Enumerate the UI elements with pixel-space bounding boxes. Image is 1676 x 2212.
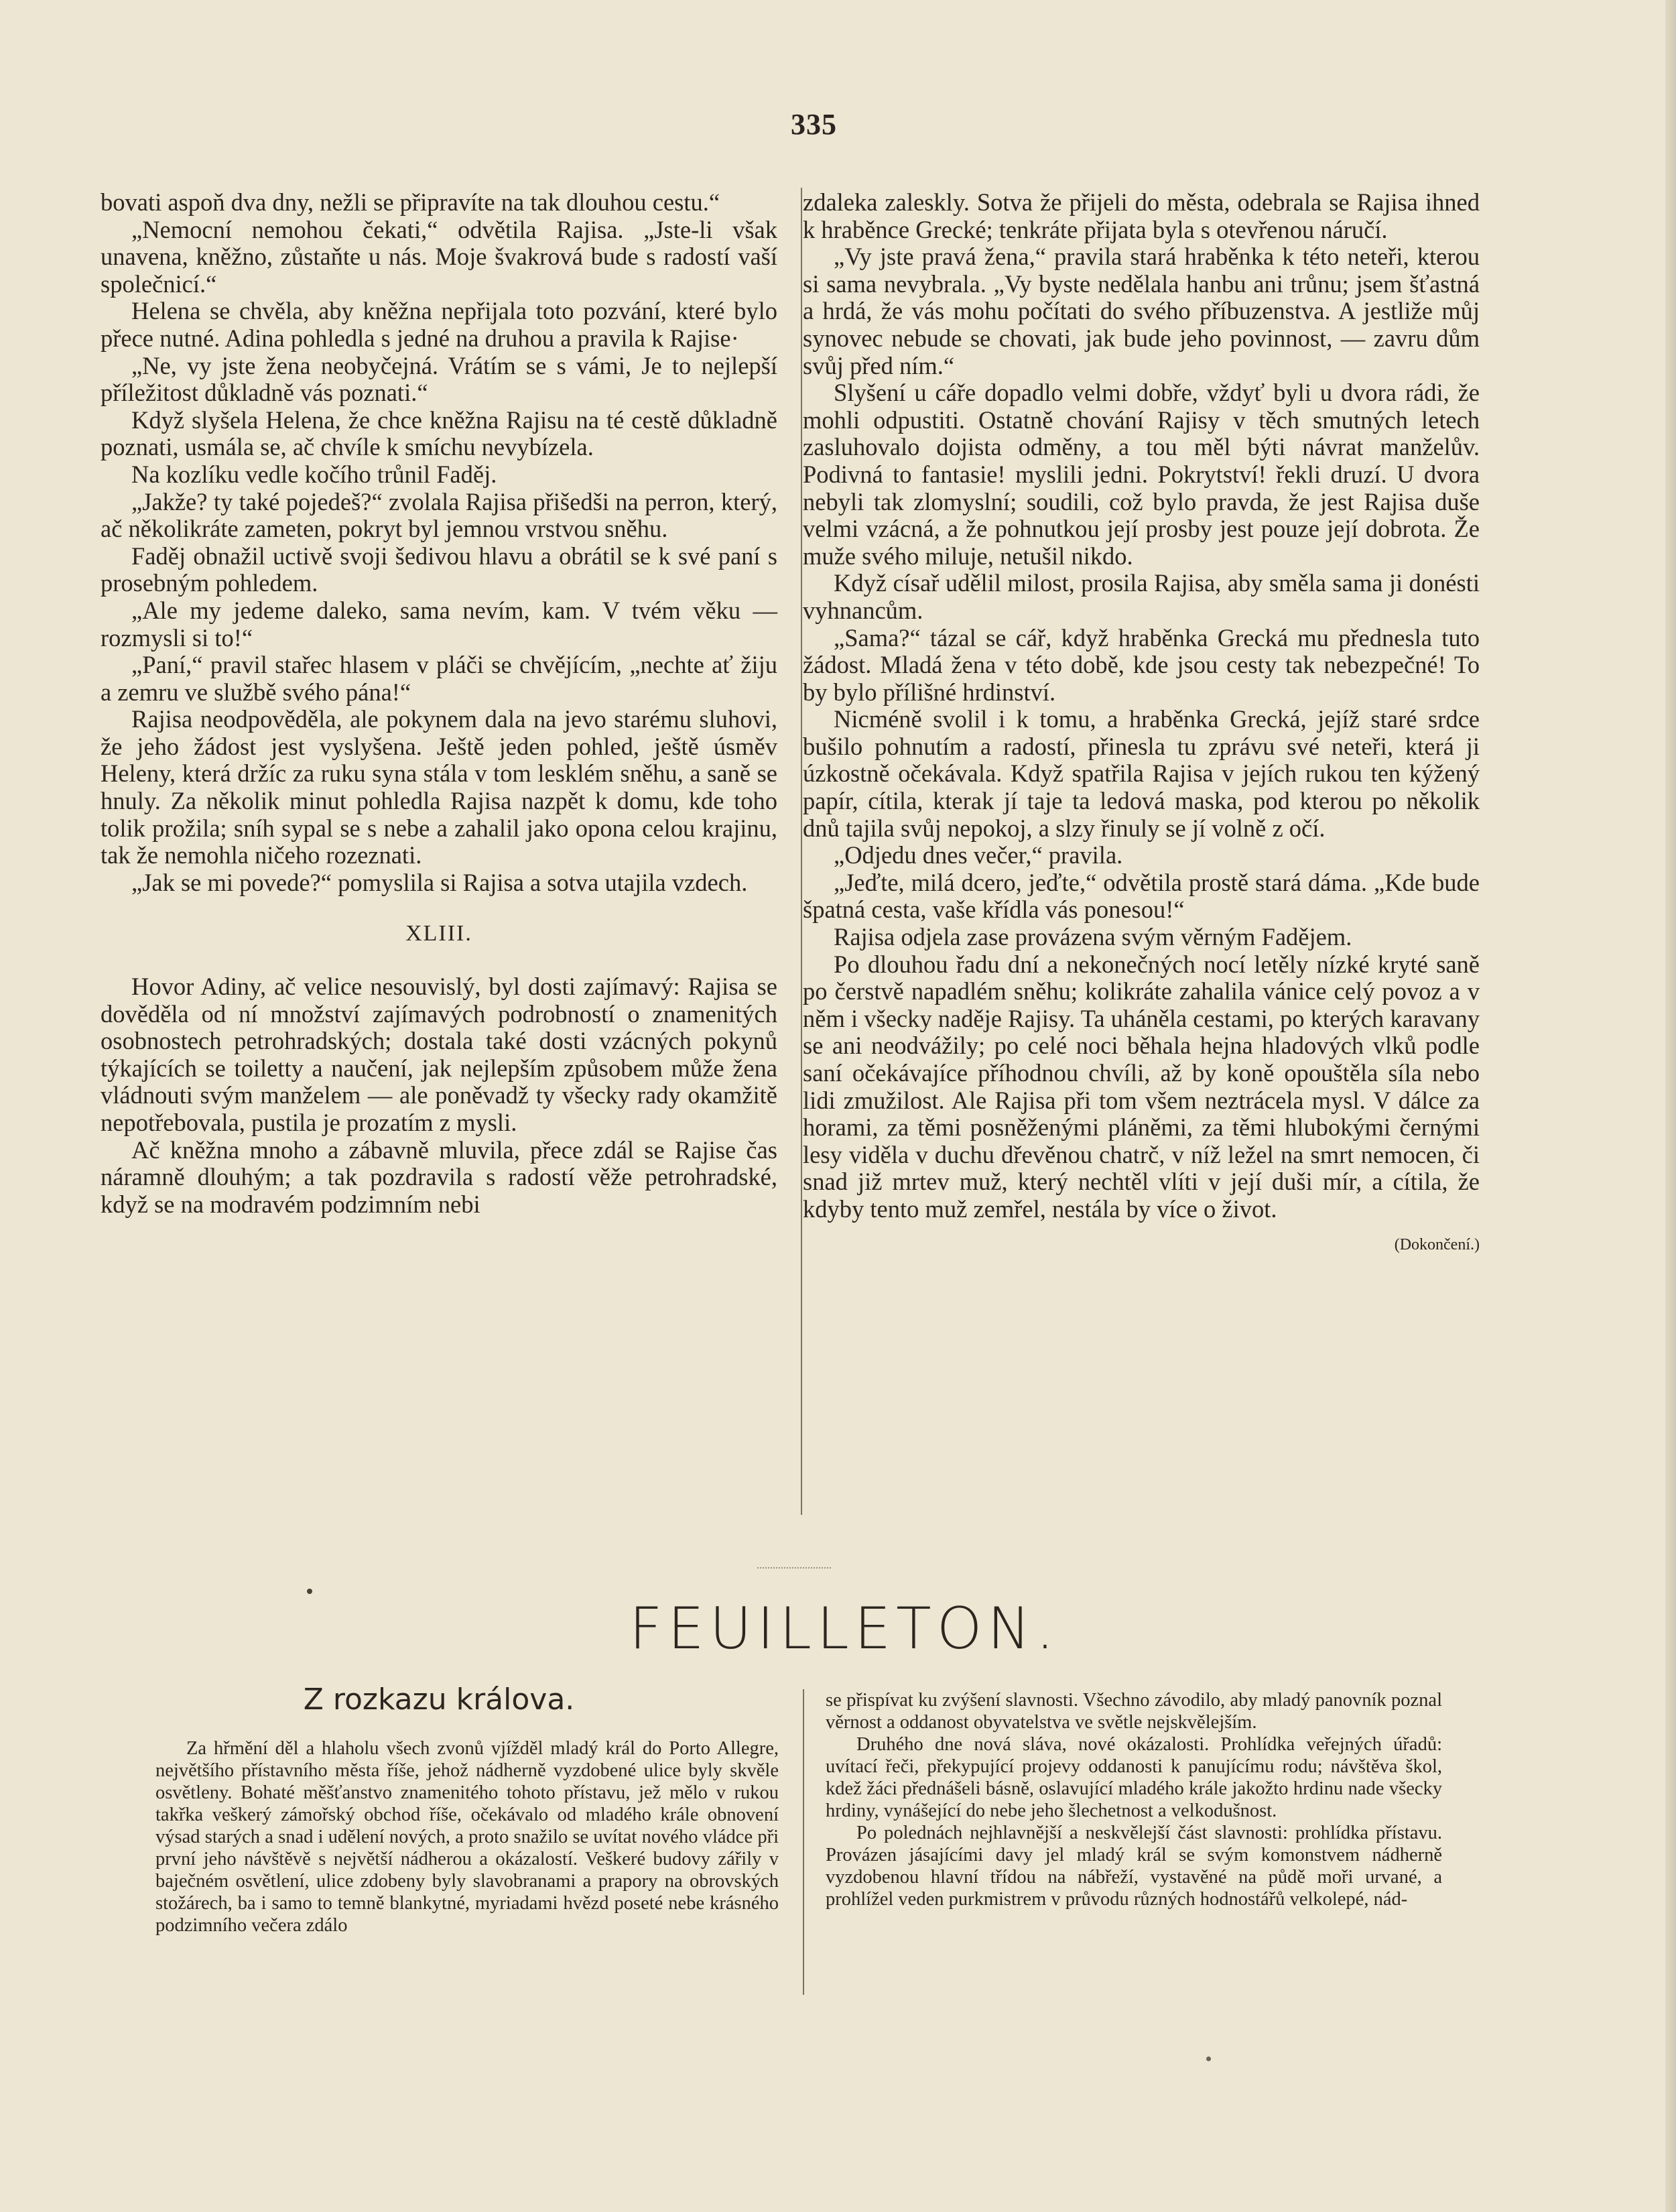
print-speck: [307, 1589, 312, 1594]
right-column: [803, 189, 1480, 1258]
column-divider: [801, 188, 802, 1515]
feuilleton-left-column: [155, 1737, 779, 1937]
paragraph: Když slyšela Helena, že chce kněžna Rajisu na té cestě důkladně poznati, usmála se, ač chvíle k smíchu nevybízela.: [101, 406, 777, 461]
paragraph: „Ale my jedeme daleko, sama nevím, kam. V tvém věku — rozmysli si to!“: [101, 596, 777, 652]
paragraph: Když císař udělil milost, prosila Rajisa, aby směla sama ji donésti vyhnancům.: [803, 569, 1480, 624]
continuation-note: (Dokončení.): [1394, 1235, 1480, 1253]
paragraph: „Jak se mi povede?“ pomyslila si Rajisa a sotva utajila vzdech.: [131, 868, 748, 896]
paragraph: „Nemocní nemohou čekati,“ odvětila Rajisa. „Jste-li však unavena, kněžno, zůstaňte u nás. Moje švakrová bude s radostí vaší společnicí.“: [101, 215, 777, 298]
feuilleton-column-divider: [803, 1689, 804, 1995]
paragraph: Rajisa neodpověděla, ale pokynem dala na jevo starému sluhovi, že jeho žádost jest vyslyšena. Ještě jeden pohled, ještě úsměv Heleny, která držíc za ruku syna stála v tom lesklém sněhu, a saně se hnuly. Za několik minut pohledla Rajisa nazpět k domu, kde toho tolik prožila; sníh sypal se s nebe a zahalil jako opona celou krajinu, tak že nemohla ničeho rozeznati.: [101, 705, 777, 869]
paragraph: Ač kněžna mnoho a zábavně mluvila, přece zdál se Rajise čas náramně dlouhým; a tak pozdravila s radostí věže petrohradské, když se na modravém podzimním nebi: [101, 1135, 777, 1218]
page-number: 335: [791, 108, 837, 141]
print-speck: [1206, 2056, 1211, 2061]
feuilleton-heading: FEUILLETON.: [629, 1595, 1060, 1662]
paragraph: Na kozlíku vedle kočího trůnil Faděj.: [131, 460, 497, 488]
paragraph: „Paní,“ pravil stařec hlasem v pláči se chvějícím, „nechte ať žiju a zemru ve službě svého pána!“: [101, 651, 777, 706]
paragraph: „Sama?“ tázal se cář, když hraběnka Grecká mu přednesla tuto žádost. Mladá žena v této době, kde jsou cesty tak nebezpečné! To by bylo přílišné hrdinství.: [803, 623, 1480, 706]
feuilleton-right-column: [826, 1689, 1442, 1910]
paragraph: „Jeďte, milá dcero, jeďte,“ odvětila prostě stará dáma. „Kde bude špatná cesta, vaše křídla vás ponesou!“: [803, 868, 1480, 924]
paragraph: bovati aspoň dva dny, nežli se připravíte na tak dlouhou cestu.“: [101, 188, 720, 216]
paragraph: Nicméně svolil i k tomu, a hraběnka Grecká, jejíž staré srdce bušilo pohnutím a radostí, přinesla tu zprávu své neteři, která ji úzkostně očekávala. Když spatřila Rajisa v jejích rukou ten kýžený papír, cítila, kterak jí taje ta ledová maska, pod kterou po několik dnů tajila svůj nepokoj, a slzy řinuly se jí volně z očí.: [803, 705, 1480, 842]
paragraph: Za hřmění děl a hlaholu všech zvonů vjížděl mladý král do Porto Allegre, největšího přístavního města říše, jehož nádherně vyzdobené ulice byly skvěle osvětleny. Bohaté měšťanstvo znamenitého tohoto přístavu, jež mělo v rukou takřka veškerý zámořský obchod říše, očekávalo od mladého krále obnovení výsad starých a snad i udělení nových, a proto snažilo se uvítat nového vládce při první jeho návštěvě s největší nádherou a okázalostí. Veškeré budovy zářily v baječném osvětlení, ulice zdobeny byly slavobranami a prapory na obrovských stožárech, ba i samo to temně blankytné, myriadami hvězd poseté nebe krásného podzimního večera zdálo: [155, 1738, 779, 1936]
paragraph: „Odjedu dnes večer,“ pravila.: [834, 841, 1123, 869]
paragraph: Po polednách nejhlavnější a neskvělejší část slavnosti: prohlídka přístavu. Provázen jásajícími davy jel mladý král se svým komonstvem nádherně vyzdobenou hlavní třídou na nábřeží, vystavěné na půdě moři urvané, a prohlížel veden purkmistrem v průvodu různých hodnostářů velkolepé, nád-: [826, 1823, 1442, 1910]
section-ornament: [757, 1567, 831, 1571]
paragraph: „Vy jste pravá žena,“ pravila stará hraběnka k této neteři, kterou si sama nevybrala. „Vy byste nedělala hanbu ani trůnu; jsem šťastná a hrdá, že vás mohu počítati do svého příbuzenstva. A jestliže můj synovec nebude se chovati, jak bude jeho povinnost, — zavru dům svůj před ním.“: [803, 243, 1480, 379]
paragraph: Helena se chvěla, aby kněžna nepřijala toto pozvání, které bylo přece nutné. Adina pohledla s jedné na druhou a pravila k Rajise·: [101, 297, 777, 352]
paragraph: Faděj obnažil uctivě svoji šedivou hlavu a obrátil se k své paní s prosebným pohledem.: [101, 542, 777, 597]
paragraph: zdaleka zaleskly. Sotva že přijeli do města, odebrala se Rajisa ihned k hraběnce Grecké; tenkráte přijata byla s otevřenou náručí.: [803, 188, 1480, 243]
story-title: Z rozkazu králova.: [303, 1682, 575, 1717]
paragraph: „Ne, vy jste žena neobyčejná. Vrátím se s vámi, Je to nejlepší příležitost důkladně vás poznati.“: [101, 351, 777, 407]
page-edge: [1665, 0, 1676, 2212]
paragraph: „Jakže? ty také pojedeš?“ zvolala Rajisa přišedši na perron, který, ač několikráte zameten, pokryt byl jemnou vrstvou sněhu.: [101, 487, 777, 543]
left-column: [101, 189, 777, 1218]
paragraph: Rajisa odjela zase provázena svým věrným Fadějem.: [834, 923, 1352, 951]
paragraph: se přispívat ku zvýšení slavnosti. Všechno závodilo, aby mladý panovník poznal věrnost a oddanost obyvatelstva ve světle nejskvělejším.: [826, 1690, 1442, 1733]
paragraph: Slyšení u cáře dopadlo velmi dobře, vždyť byli u dvora rádi, že mohli odpustiti. Ostatně chování Rajisy v těch smutných letech zasluhovalo dojista odměny, a tou měl býti návrat manželův. Podivná to fantasie! myslili jedni. Pokrytství! řekli druzí. U dvora nebyli tak zlomyslní; soudili, což bylo pravda, že jest Rajisa duše velmi vzácná, a že pohnutkou její prosby jest pouze její dobrota. Že muže svého miluje, netušil nikdo.: [803, 379, 1480, 570]
paragraph: Hovor Adiny, ač velice nesouvislý, byl dosti zajímavý: Rajisa se dověděla od ní množství zajímavých podrobností o znamenitých osobnostech petrohradských; dostala také dosti vzácných pokynů týkajících se toiletty a naučení, jak nejlepším způsobem může žena vládnouti svým manželem — ale poněvadž ty všecky rady okamžitě nepotřebovala, pustila je prozatím z mysli.: [101, 973, 777, 1136]
paragraph: Po dlouhou řadu dní a nekonečných nocí letěly nízké kryté saně po čerstvě napadlém sněhu; kolikráte zahalila vánice celý povoz a v něm i všecky naděje Rajisy. Ta uháněla cestami, po kterých karavany se ani neodvážily; po celé noci běhala hejna hladových vlků podle saní očekávajíce příhodnou chvíli, až by koně opouštěla síla nebo lidi zmužilost. Ale Rajisa při tom všem neztrácela mysl. V dálce za horami, za těmi posněženými pláněmi, za těmi hlubokými černými lesy viděla v duchu dřevěnou chatrč, v níž ležel na smrt nemocen, či snad již mrtev muž, který nechtěl vlíti v její duši mír, a cítila, že kdyby tento muž zemřel, nestála by více o život.: [803, 950, 1480, 1223]
paragraph: Druhého dne nová sláva, nové okázalosti. Prohlídka veřejných úřadů: uvítací řeči, překypující projevy oddanosti k panujícímu rodu; návštěva škol, kdež žáci přednášeli básně, oslavující mladého krále jakožto hrdinu nade všecky hrdiny, vynášející do nebe jeho šlechetnost a velkodušnost.: [826, 1734, 1442, 1821]
chapter-heading: XLIII.: [405, 921, 472, 946]
